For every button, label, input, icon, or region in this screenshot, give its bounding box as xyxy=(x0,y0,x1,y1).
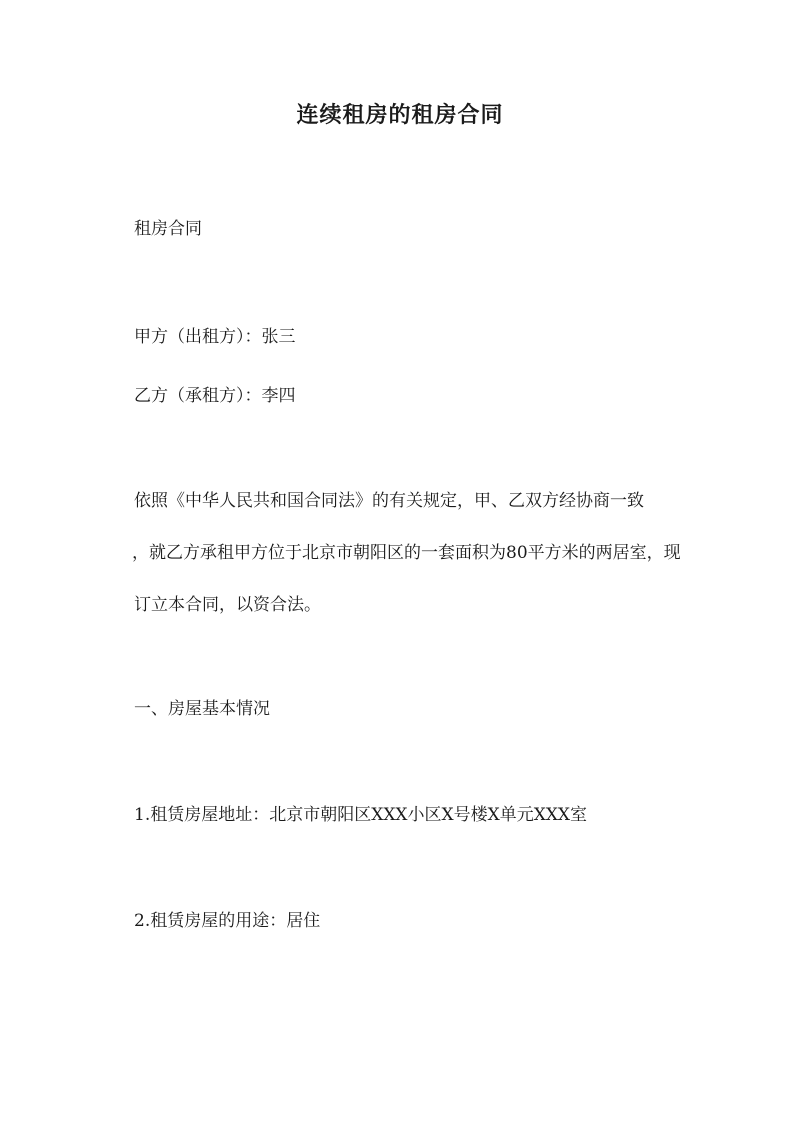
party-b-line: 乙方（承租方）：李四 xyxy=(134,386,296,406)
party-a-line: 甲方（出租方）：张三 xyxy=(134,327,296,347)
intro-paragraph xyxy=(134,493,714,649)
item-1-address: 1.租赁房屋地址：北京市朝阳区XXX小区X号楼X单元XXX室 xyxy=(134,805,588,825)
item-2-usage: 2.租赁房屋的用途：居住 xyxy=(134,911,321,931)
document-title: 连续租房的租房合同 xyxy=(296,102,504,128)
intro-line-3: 订立本合同，以资合法。 xyxy=(134,595,321,615)
intro-line-1: 依照《中华人民共和国合同法》的有关规定，甲、乙双方经协商一致 xyxy=(134,491,644,511)
section-1-heading: 一、房屋基本情况 xyxy=(134,699,270,719)
contract-subtitle: 租房合同 xyxy=(134,219,202,239)
intro-line-2: ，就乙方承租甲方位于北京市朝阳区的一套面积为80平方米的两居室，现 xyxy=(132,543,681,563)
